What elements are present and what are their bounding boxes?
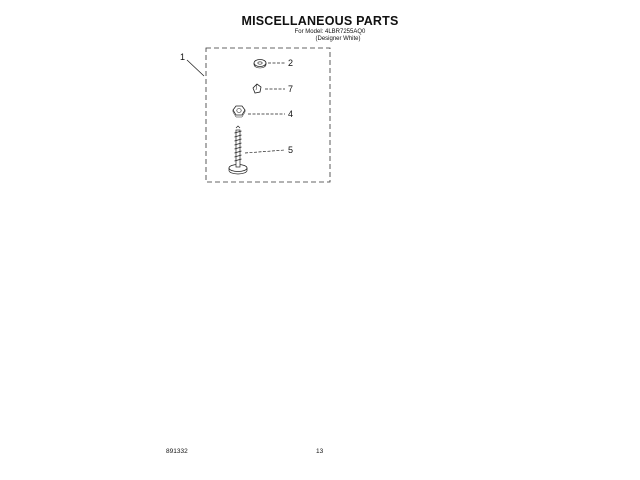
page-number: 13 bbox=[316, 448, 324, 455]
nut-icon bbox=[233, 106, 245, 117]
leader-line-1 bbox=[187, 60, 204, 76]
clip-icon bbox=[253, 84, 261, 93]
model-color: (Designer White) bbox=[315, 36, 361, 42]
model-number: For Model: 4LBR7255AQ0 bbox=[294, 29, 366, 35]
washer-icon bbox=[254, 60, 266, 69]
callout-4: 4 bbox=[288, 109, 294, 119]
document-number: 891332 bbox=[166, 448, 188, 455]
screw-icon bbox=[229, 126, 247, 174]
leader-line-5 bbox=[245, 150, 285, 153]
callout-1: 1 bbox=[180, 52, 186, 62]
parts-kit-boundary bbox=[206, 48, 330, 182]
callout-5: 5 bbox=[288, 145, 294, 155]
callout-7: 7 bbox=[288, 84, 294, 94]
callout-2: 2 bbox=[288, 58, 294, 68]
page-title: MISCELLANEOUS PARTS bbox=[241, 14, 399, 28]
